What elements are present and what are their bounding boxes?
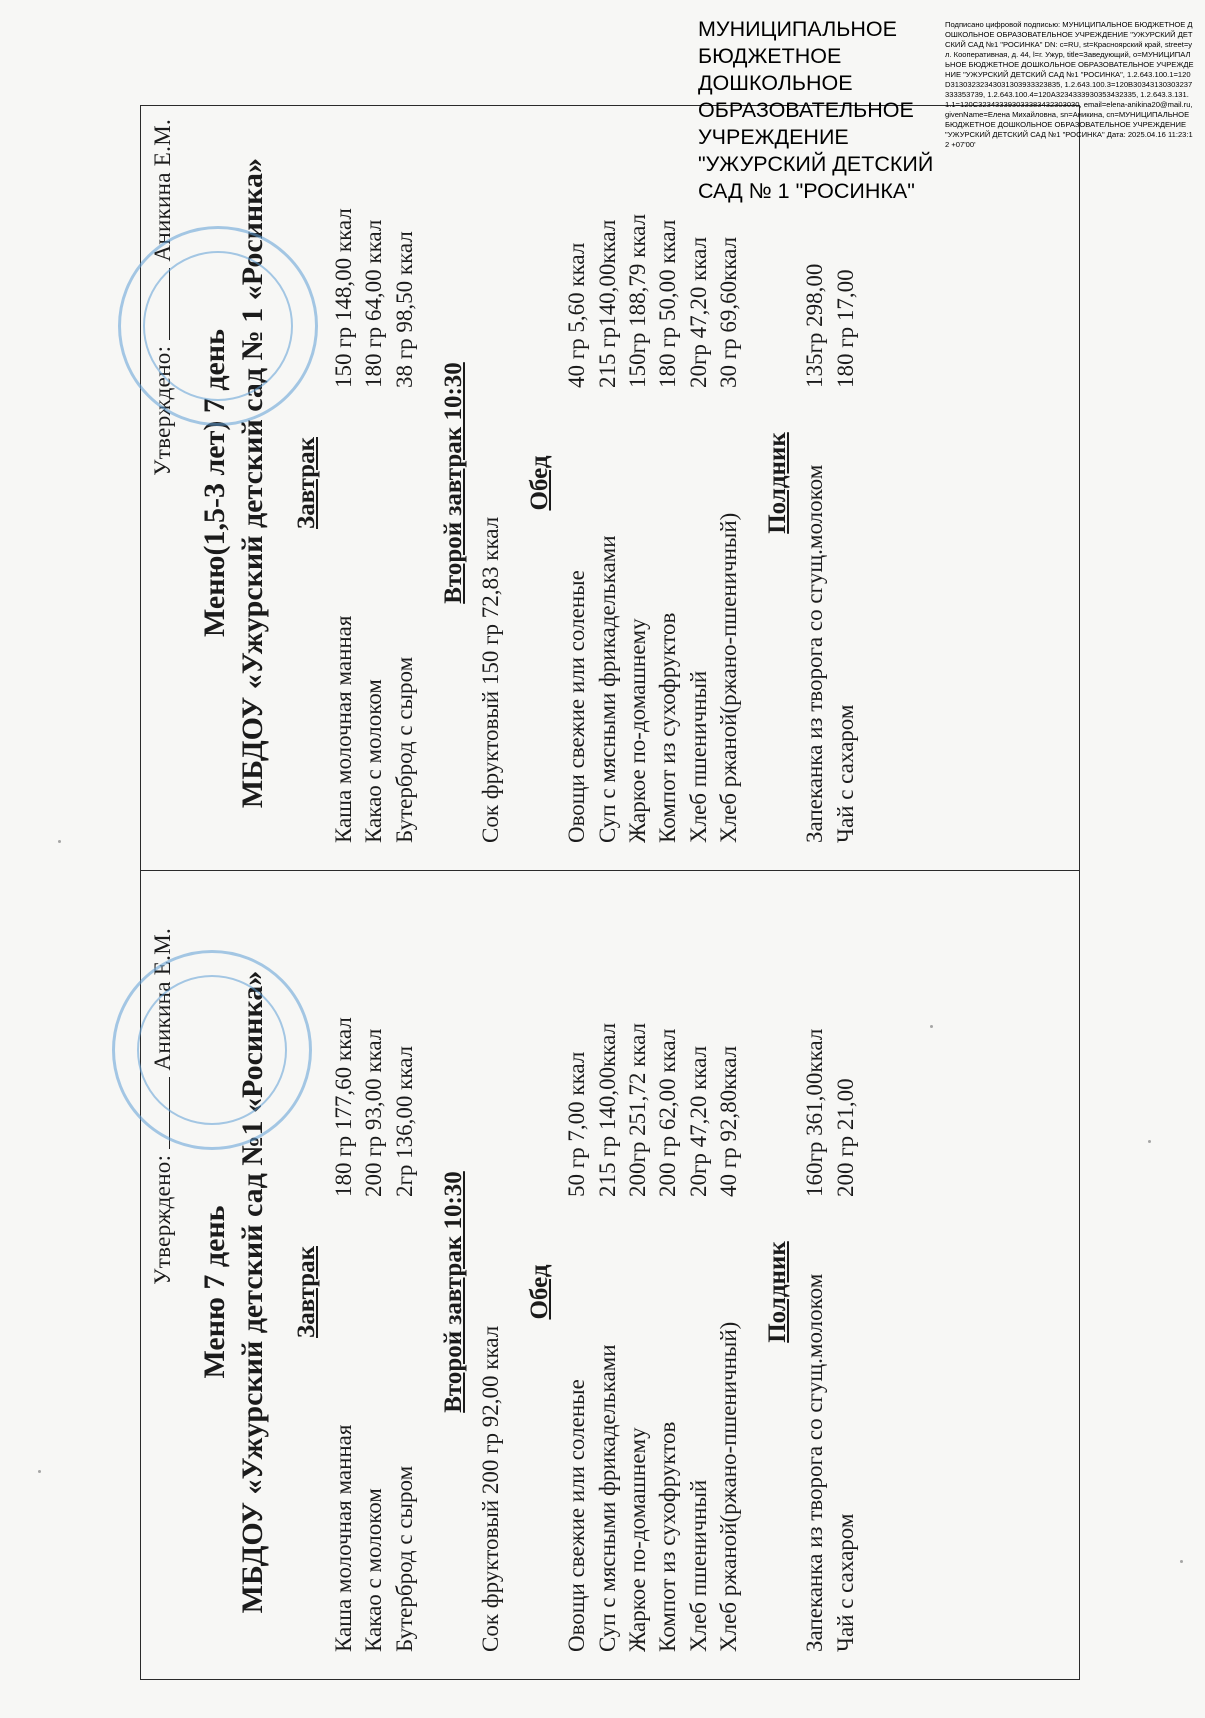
panel-divider bbox=[140, 870, 1080, 871]
menu-panel-toddlers bbox=[142, 109, 1078, 869]
dish-name: Запеканка из творога со сгущ.молоком bbox=[802, 1273, 828, 1652]
list-item bbox=[623, 932, 653, 1652]
list-item bbox=[653, 932, 683, 1652]
approval-name: Аникина Е.М. bbox=[150, 928, 175, 1071]
institution-title: МБДОУ «Ужурский детский сад №1 «Росинка» bbox=[236, 970, 270, 1614]
snack-heading: Полдник bbox=[764, 1241, 792, 1343]
list-item bbox=[714, 932, 744, 1652]
dish-portion: 200 гр 93,00 ккал bbox=[361, 1028, 387, 1197]
dish-name: Суп с мясными фрикадельками bbox=[594, 535, 620, 843]
dish-name: Суп с мясными фрикадельками bbox=[594, 1344, 620, 1652]
signature-line bbox=[151, 268, 170, 340]
dish-portion: 20гр 47,20 ккал bbox=[685, 1045, 711, 1197]
dish-portion: 150 гр 148,00 ккал bbox=[330, 208, 356, 388]
dish-portion: 215 гр140,00ккал bbox=[594, 219, 620, 388]
dish-portion: 200гр 251,72 ккал bbox=[624, 1022, 650, 1197]
list-item bbox=[390, 932, 420, 1652]
signature-details: Подписано цифровой подписью: МУНИЦИПАЛЬНОЕ БЮДЖЕТНОЕ ДОШКОЛЬНОЕ ОБРАЗОВАТЕЛЬНОЕ УЧРЕЖДЕНИЕ "УЖУРСКИЙ ДЕТСКИЙ САД №1 "РОСИНКА" DN: c=RU, st=Красноярский край, street=ул. Кооперативная, д. 44, l=г. Ужур, title=Заведующий, o=МУНИЦИПАЛЬНОЕ БЮДЖЕТНОЕ ДОШКОЛЬНОЕ ОБРАЗОВАТЕЛЬНОЕ УЧРЕЖДЕНИЕ "УЖУРСКИЙ ДЕТСКИЙ САД №1 "РОСИНКА", 1.2.643.100.1=120D31303232343031303933323835, 1.2.643.100.3=120B30343130303237333353739, 1.2.643.100.4=120A3234333930353432335, 1.2.643.3.131.1.1=120C323433393033383432303030, email=elena-anikina20@mail.ru, givenName=Елена Михайловна, sn=Аникина, cn=МУНИЦИПАЛЬНОЕ БЮДЖЕТНОЕ ДОШКОЛЬНОЕ ОБРАЗОВАТЕЛЬНОЕ УЧРЕЖДЕНИЕ "УЖУРСКИЙ ДЕТСКИЙ САД №1 "РОСИНКА" Дата: 2025.04.16 11:23:12 +07'00' bbox=[945, 20, 1195, 150]
lunch-list bbox=[562, 123, 744, 843]
dish-name: Чай с сахаром bbox=[832, 1513, 858, 1652]
dish-name: Бутерброд с сыром bbox=[391, 1465, 417, 1652]
dish-portion: 180 гр 50,00 ккал bbox=[655, 219, 681, 388]
dish-name: Компот из сухофруктов bbox=[655, 612, 681, 843]
menu-title: Меню 7 день bbox=[198, 1205, 231, 1379]
list-item bbox=[623, 123, 653, 843]
dish-name: Бутерброд с сыром bbox=[391, 656, 417, 843]
list-item bbox=[684, 123, 714, 843]
approval-line bbox=[150, 928, 176, 1285]
list-item bbox=[593, 932, 623, 1652]
dish-name: Овощи свежие или соленые bbox=[564, 1379, 590, 1652]
scan-speck bbox=[1148, 1140, 1151, 1143]
list-item bbox=[390, 123, 420, 843]
menu-title: Меню(1,5-3 лет) 7 день bbox=[198, 329, 231, 637]
list-item bbox=[329, 932, 359, 1652]
menu-panel-main bbox=[142, 918, 1078, 1678]
breakfast-heading: Завтрак bbox=[292, 1246, 320, 1338]
dish-portion: 200 гр 62,00 ккал bbox=[655, 1028, 681, 1197]
list-item bbox=[831, 123, 861, 843]
dish-name: Хлеб ржаной(ржано-пшеничный) bbox=[716, 1321, 742, 1652]
approval-line bbox=[150, 119, 176, 476]
second-breakfast-item: Сок фруктовый 150 гр 72,83 ккал bbox=[477, 516, 503, 843]
snack-list bbox=[800, 123, 861, 843]
list-item bbox=[800, 123, 830, 843]
list-item bbox=[831, 932, 861, 1652]
dish-name: Каша молочная манная bbox=[330, 615, 356, 843]
dish-name: Каша молочная манная bbox=[330, 1424, 356, 1652]
approval-name: Аникина Е.М. bbox=[150, 119, 175, 262]
list-item bbox=[359, 932, 389, 1652]
dish-portion: 180 гр 17,00 bbox=[832, 269, 858, 388]
scan-speck bbox=[38, 1470, 41, 1473]
dish-portion: 38 гр 98,50 ккал bbox=[391, 231, 417, 388]
dish-portion: 180 гр 64,00 ккал bbox=[361, 219, 387, 388]
snack-heading: Полдник bbox=[764, 432, 792, 534]
snack-list bbox=[800, 932, 861, 1652]
dish-name: Чай с сахаром bbox=[832, 704, 858, 843]
dish-name: Овощи свежие или соленые bbox=[564, 570, 590, 843]
approval-prefix: Утверждено: bbox=[150, 1154, 175, 1285]
dish-portion: 40 гр 92,80ккал bbox=[716, 1045, 742, 1197]
breakfast-list bbox=[329, 932, 420, 1652]
dish-portion: 30 гр 69,60ккал bbox=[716, 236, 742, 388]
dish-name: Компот из сухофруктов bbox=[655, 1421, 681, 1652]
list-item bbox=[800, 932, 830, 1652]
list-item bbox=[653, 123, 683, 843]
lunch-heading: Обед bbox=[526, 455, 554, 511]
second-breakfast-item: Сок фруктовый 200 гр 92,00 ккал bbox=[477, 1325, 503, 1652]
dish-name: Какао с молоком bbox=[361, 1488, 387, 1652]
dish-name: Жаркое по-домашнему bbox=[624, 1427, 650, 1652]
dish-name: Хлеб пшеничный bbox=[685, 670, 711, 843]
scan-speck bbox=[1180, 1560, 1183, 1563]
dish-portion: 135гр 298,00 bbox=[802, 263, 828, 388]
list-item bbox=[562, 932, 592, 1652]
signature-line bbox=[151, 1077, 170, 1149]
dish-name: Какао с молоком bbox=[361, 679, 387, 843]
list-item bbox=[714, 123, 744, 843]
dish-portion: 50 гр 7,00 ккал bbox=[564, 1051, 590, 1197]
dish-portion: 200 гр 21,00 bbox=[832, 1078, 858, 1197]
scan-speck bbox=[58, 840, 61, 843]
list-item bbox=[329, 123, 359, 843]
approval-prefix: Утверждено: bbox=[150, 345, 175, 476]
dish-portion: 2гр 136,00 ккал bbox=[391, 1045, 417, 1197]
dish-name: Хлеб ржаной(ржано-пшеничный) bbox=[716, 512, 742, 843]
dish-portion: 215 гр 140,00ккал bbox=[594, 1022, 620, 1197]
dish-portion: 160гр 361,00ккал bbox=[802, 1028, 828, 1197]
dish-name: Жаркое по-домашнему bbox=[624, 618, 650, 843]
dish-name: Запеканка из творога со сгущ.молоком bbox=[802, 464, 828, 843]
lunch-list bbox=[562, 932, 744, 1652]
breakfast-heading: Завтрак bbox=[292, 437, 320, 529]
scan-speck bbox=[930, 1025, 933, 1028]
dish-portion: 180 гр 177,60 ккал bbox=[330, 1017, 356, 1197]
dish-portion: 20гр 47,20 ккал bbox=[685, 236, 711, 388]
second-breakfast-heading: Второй завтрак 10:30 bbox=[439, 1171, 467, 1413]
breakfast-list bbox=[329, 123, 420, 843]
dish-portion: 150гр 188,79 ккал bbox=[624, 213, 650, 388]
list-item bbox=[359, 123, 389, 843]
dish-name: Хлеб пшеничный bbox=[685, 1479, 711, 1652]
list-item bbox=[562, 123, 592, 843]
signature-organization: МУНИЦИПАЛЬНОЕ БЮДЖЕТНОЕ ДОШКОЛЬНОЕ ОБРАЗОВАТЕЛЬНОЕ УЧРЕЖДЕНИЕ "УЖУРСКИЙ ДЕТСКИЙ САД № 1 "РОСИНКА" bbox=[698, 17, 940, 204]
list-item bbox=[593, 123, 623, 843]
dish-portion: 40 гр 5,60 ккал bbox=[564, 242, 590, 388]
institution-title: МБДОУ «Ужурский детский сад № 1 «Росинка» bbox=[236, 157, 270, 809]
list-item bbox=[684, 932, 714, 1652]
second-breakfast-heading: Второй завтрак 10:30 bbox=[439, 362, 467, 604]
lunch-heading: Обед bbox=[526, 1264, 554, 1320]
